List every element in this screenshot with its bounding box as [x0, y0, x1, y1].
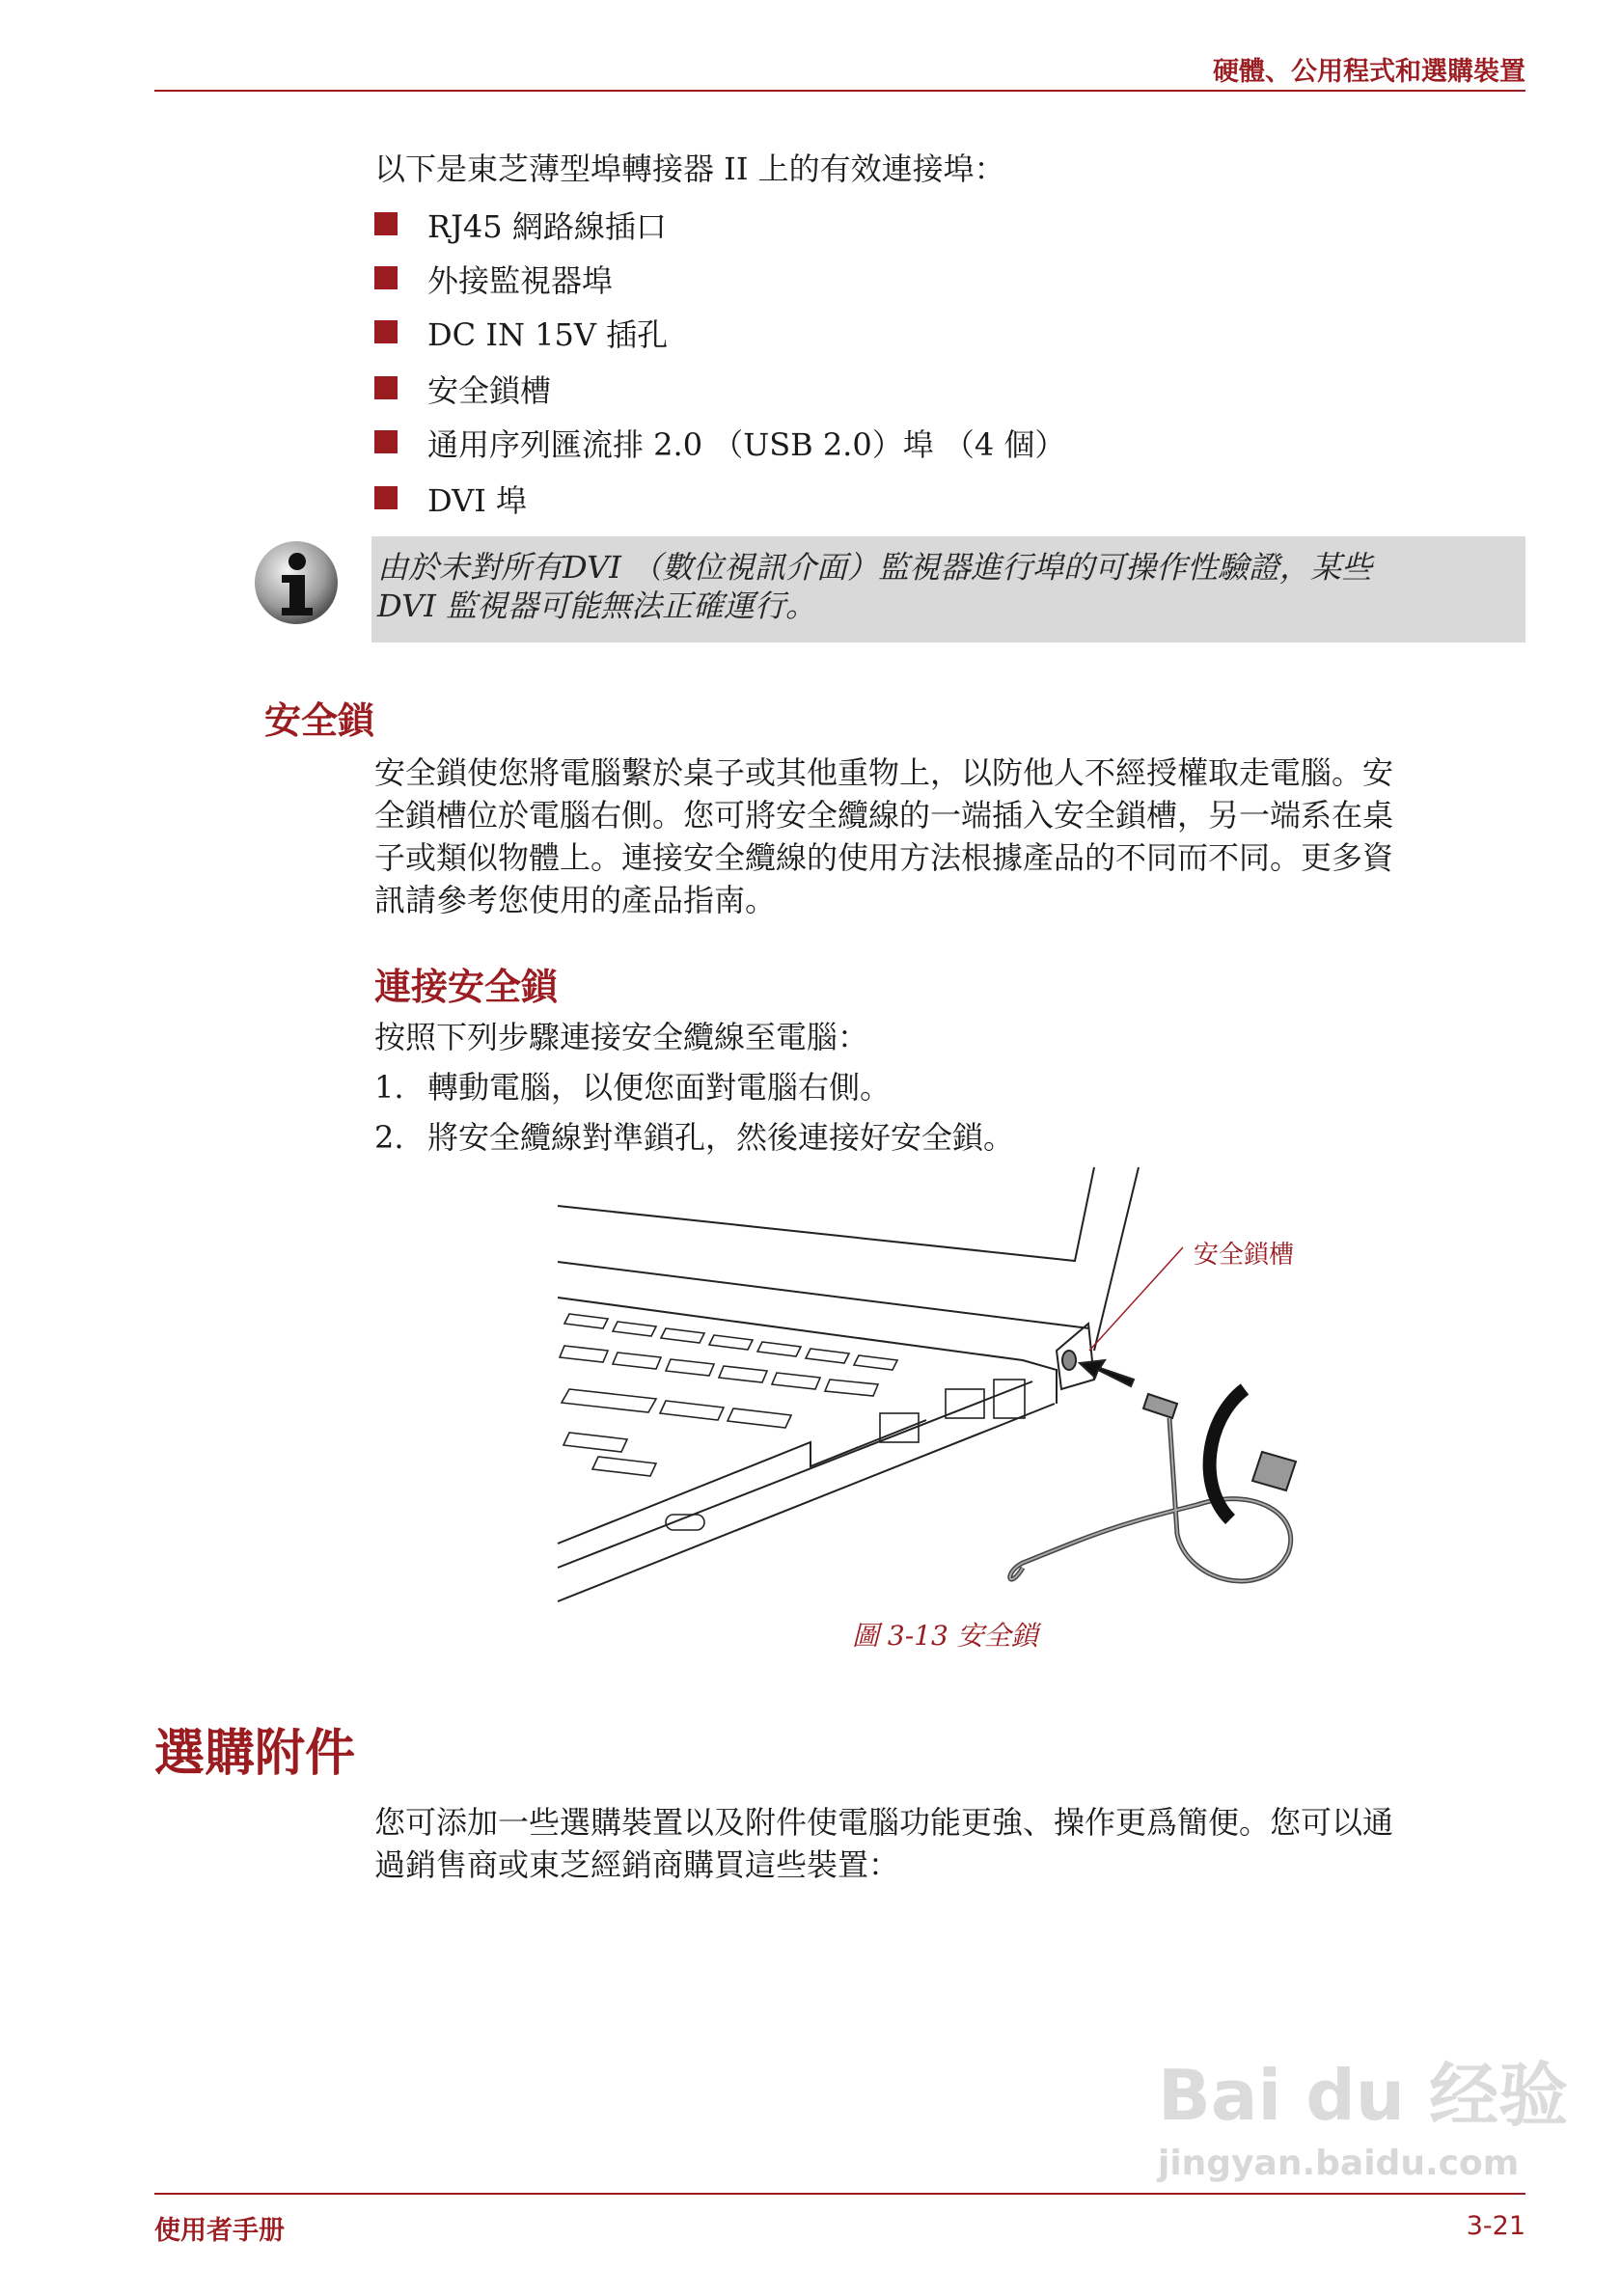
paragraph-line: 安全鎖使您將電腦繫於桌子或其他重物上，以防他人不經授權取走電腦。安 [374, 754, 1394, 791]
note-box [371, 536, 1525, 642]
intro-text: 以下是東芝薄型埠轉接器 II 上的有效連接埠： [374, 150, 1005, 187]
figure-caption: 圖 3-13 安全鎖 [852, 1620, 1038, 1652]
watermark-logo: Bai du 经验 [1158, 2055, 1569, 2136]
bullet-icon [374, 430, 398, 453]
list-item: 通用序列匯流排 2.0 （USB 2.0）埠 （4 個） [427, 426, 1066, 463]
paragraph-line: 您可添加一些選購裝置以及附件使電腦功能更強、操作更爲簡便。您可以通 [374, 1804, 1394, 1841]
list-item: DVI 埠 [427, 482, 528, 519]
list-item: 外接監視器埠 [427, 262, 614, 299]
page-number: 3-21 [1466, 2211, 1525, 2241]
security-lock-paragraph [374, 752, 1527, 921]
note-line: DVI 監視器可能無法正確運行。 [377, 588, 817, 624]
bullet-icon [374, 486, 398, 509]
bullet-icon [374, 212, 398, 235]
header-rule [154, 90, 1525, 92]
steps-intro: 按照下列步驟連接安全纜線至電腦： [374, 1019, 869, 1055]
paragraph-line: 訊請參考您使用的產品指南。 [374, 882, 777, 918]
note-line: 由於未對所有DVI （數位視訊介面）監視器進行埠的可操作性驗證，某些 [377, 549, 1373, 586]
bullet-icon [374, 266, 398, 289]
step-text: 轉動電腦，以便您面對電腦右側。 [427, 1069, 892, 1106]
accessories-paragraph [374, 1801, 1527, 1886]
note-text [377, 548, 1372, 625]
list-item: RJ45 網路線插口 [427, 208, 667, 245]
security-lock-illustration [550, 1158, 1322, 1621]
paragraph-line: 全鎖槽位於電腦右側。您可將安全纜線的一端插入安全鎖槽，另一端系在桌 [374, 797, 1394, 834]
bullet-icon [374, 320, 398, 343]
list-item: DC IN 15V 插孔 [427, 316, 669, 353]
step-text: 將安全纜線對準鎖孔，然後連接好安全鎖。 [427, 1119, 1015, 1156]
list-item: 安全鎖槽 [427, 372, 552, 409]
bullet-icon [374, 376, 398, 399]
figure-label: 安全鎖槽 [1194, 1241, 1295, 1270]
watermark-url: jingyan.baidu.com [1158, 2144, 1520, 2183]
section-heading: 安全鎖 [264, 699, 375, 742]
footer-rule [154, 2193, 1525, 2195]
running-header: 硬體、公用程式和選購裝置 [1213, 57, 1525, 87]
subsection-heading: 連接安全鎖 [374, 966, 559, 1008]
paragraph-line: 過銷售商或東芝經銷商購買這些裝置： [374, 1846, 900, 1883]
paragraph-line: 子或類似物體上。連接安全纜線的使用方法根據產品的不同而不同。更多資 [374, 839, 1394, 876]
section-heading: 選購附件 [154, 1725, 356, 1783]
step-number: 2. [374, 1119, 404, 1156]
info-icon [253, 538, 340, 627]
footer-title: 使用者手册 [154, 2216, 285, 2246]
step-number: 1. [374, 1069, 404, 1106]
